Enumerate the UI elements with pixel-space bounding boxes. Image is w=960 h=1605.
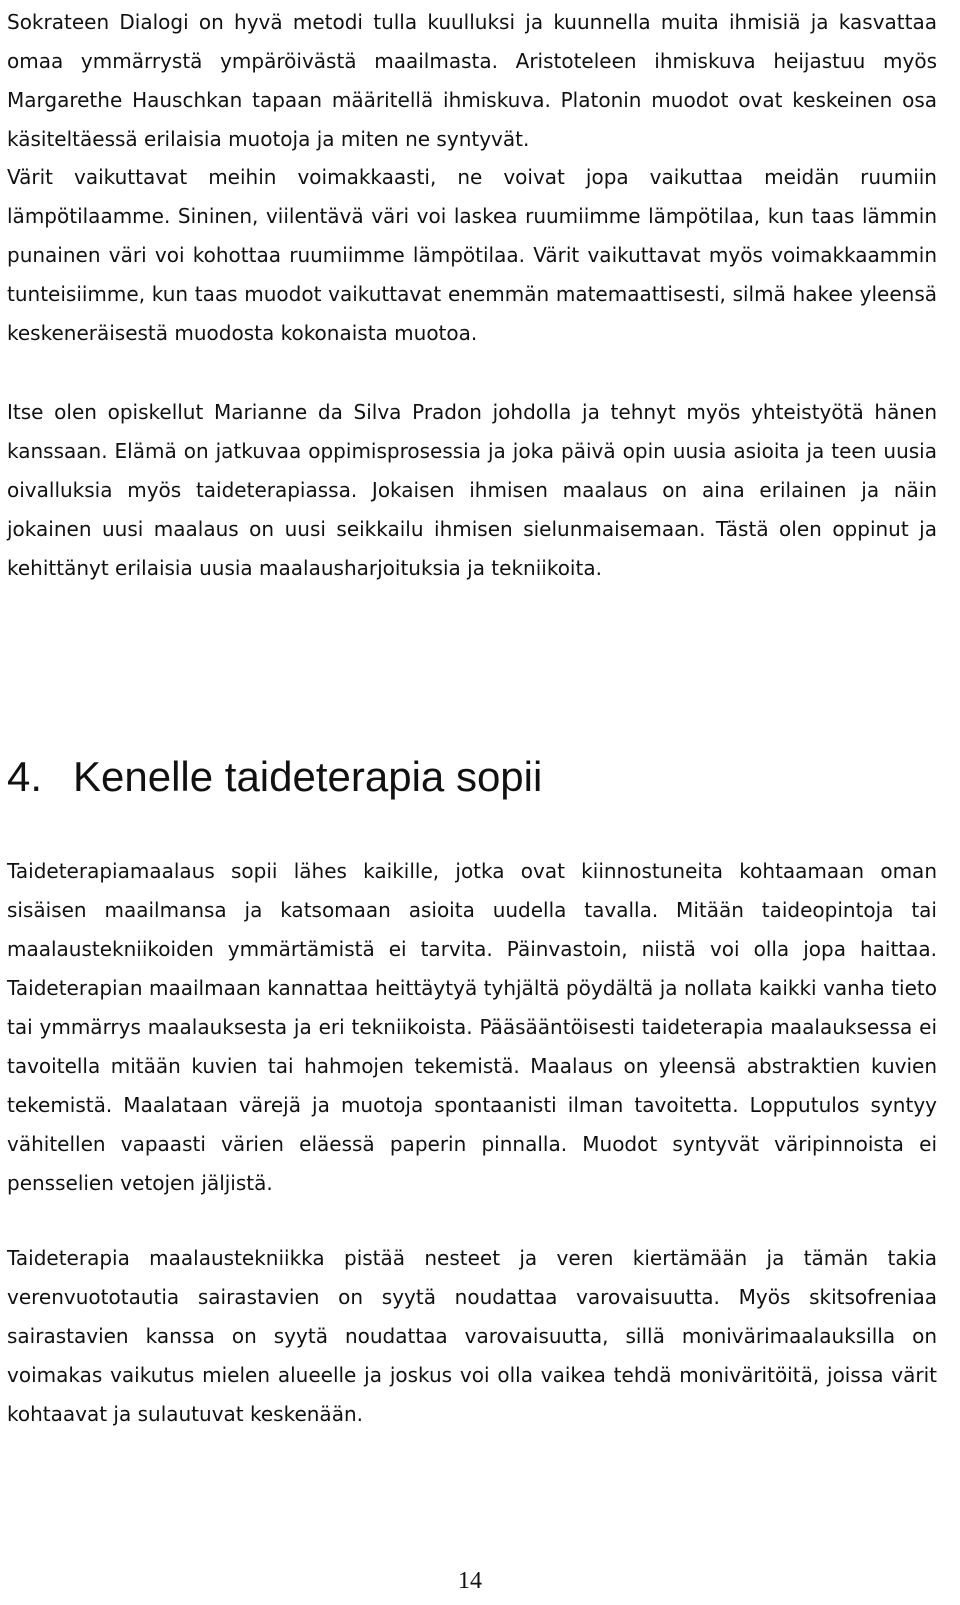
paragraph-dialogue: Sokrateen Dialogi on hyvä metodi tulla kuulluksi ja kuunnella muita ihmisiä ja kasvattaa omaa ymmärrystä ympäröivästä maailmasta. Aristoteleen ihmiskuva heijastuu myös Margarethe Hauschkan tapaan määritellä ihmiskuva. Platonin muodot ovat keskeinen osa käsiteltäessä erilaisia muotoja ja miten ne syntyvät. xyxy=(7,10,937,151)
page-number: 14 xyxy=(458,1568,482,1594)
paragraph-suitability: Taideterapiamaalaus sopii lähes kaikille, jotka ovat kiinnostuneita kohtaamaan oman sisäisen maailmansa ja katsomaan asioita uudella tavalla. Mitään taideopintoja tai maalaustekniikoiden ymmärtämistä ei tarvita. Päinvastoin, niistä voi olla jopa haittaa. Taideterapian maailmaan kannattaa heittäytyä tyhjältä pöydältä ja nollata kaikki vanha tieto tai ymmärrys maalauksesta ja eri tekniikoista. Pääsääntöisesti taideterapia maalauksessa ei tavoitella mitään kuvien tai hahmojen tekemistä. Maalaus on yleensä abstraktien kuvien tekemistä. Maalataan värejä ja muotoja spontaanisti ilman tavoitetta. Lopputulos syntyy vähitellen vapaasti värien eläessä paperin pinnalla. Muodot syntyvät väripinnoista ei pensselien vetojen jäljistä. xyxy=(7,859,937,1195)
section-number: 4. xyxy=(7,753,43,800)
paragraph-caution: Taideterapia maalaustekniikka pistää nesteet ja veren kiertämään ja tämän takia verenvuototautia sairastavien on syytä noudattaa varovaisuutta. Myös skitsofreniaa sairastavien kanssa on syytä noudattaa varovaisuutta, sillä monivärimaalauksilla on voimakas vaikutus mielen alueelle ja joskus voi olla vaikea tehdä moniväritöitä, joissa värit kohtaavat ja sulautuvat keskenään. xyxy=(7,1246,937,1426)
section-heading xyxy=(7,752,937,802)
paragraph-colors: Värit vaikuttavat meihin voimakkaasti, ne voivat jopa vaikuttaa meidän ruumiin lämpötilaamme. Sininen, viilentävä väri voi laskea ruumiimme lämpötilaa, kun taas lämmin punainen väri voi kohottaa ruumiimme lämpötilaa. Värit vaikuttavat myös voimakkaammin tunteisiimme, kun taas muodot vaikuttavat enemmän matemaattisesti, silmä hakee yleensä keskeneräisestä muodosta kokonaista muotoa. xyxy=(7,165,937,345)
section-title: Kenelle taideterapia sopii xyxy=(73,753,543,800)
paragraph-personal-study: Itse olen opiskellut Marianne da Silva Pradon johdolla ja tehnyt myös yhteistyötä hänen kanssaan. Elämä on jatkuvaa oppimisprosessia ja joka päivä opin uusia asioita ja teen uusia oivalluksia myös taideterapiassa. Jokaisen ihmisen maalaus on aina erilainen ja näin jokainen uusi maalaus on uusi seikkailu ihmisen sielunmaisemaan. Tästä olen oppinut ja kehittänyt erilaisia uusia maalausharjoituksia ja tekniikoita. xyxy=(7,400,937,580)
